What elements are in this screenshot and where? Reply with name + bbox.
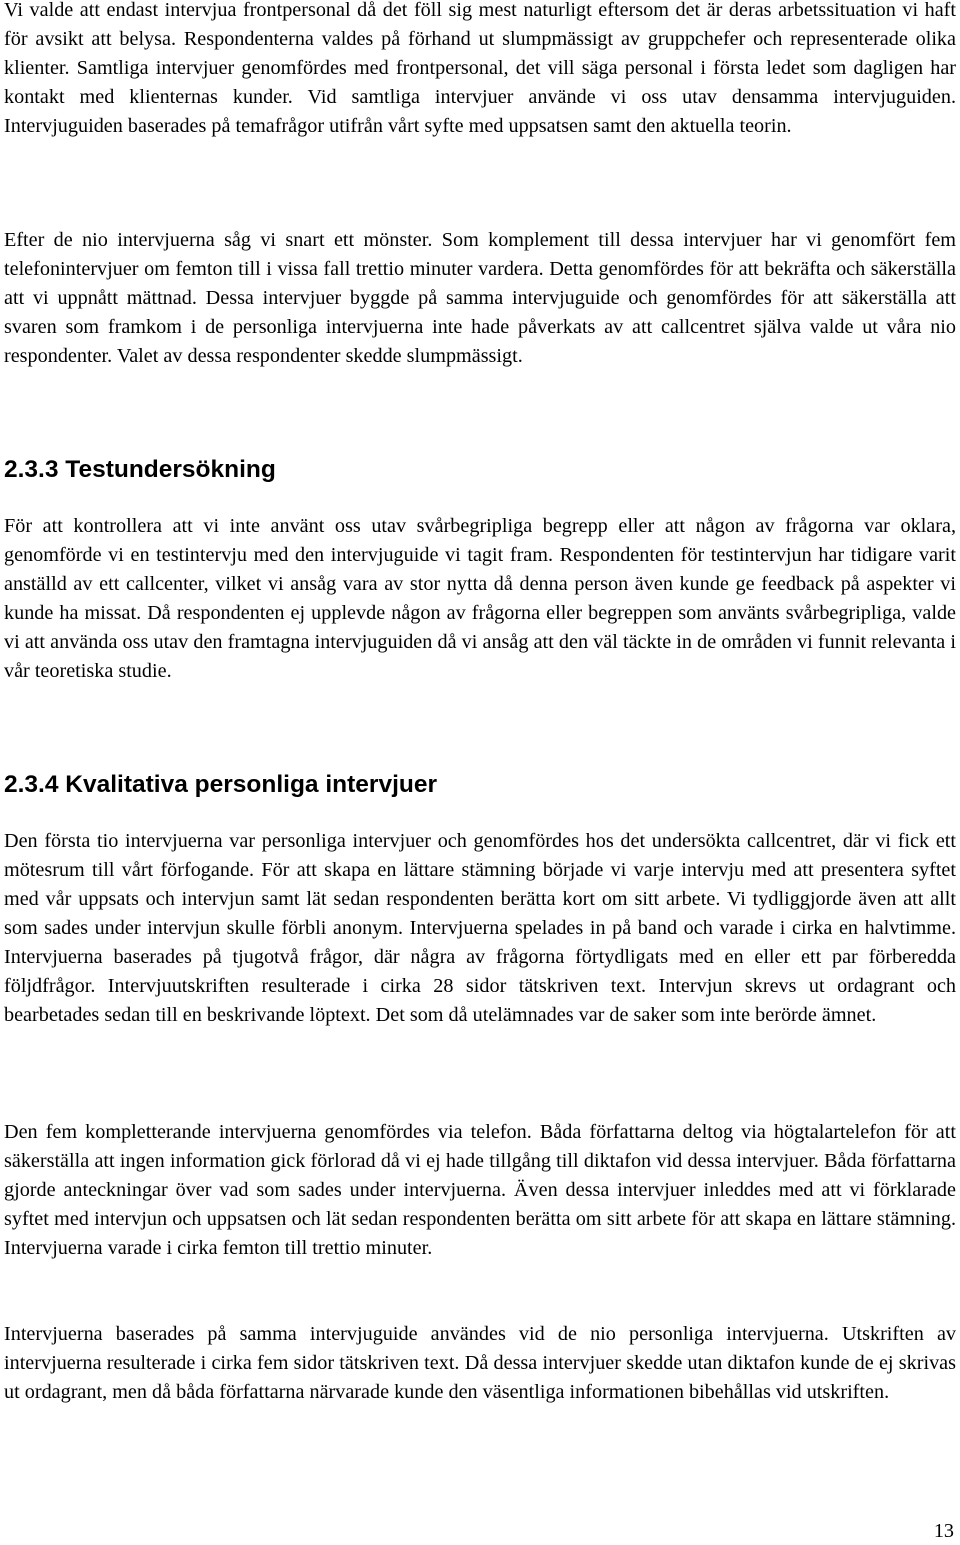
page-number: 13 [933,1520,954,1542]
section-heading-test-study: 2.3.3 Testundersökning [4,456,276,483]
paragraph-interview-transcripts: Intervjuerna baserades på samma intervjuguide användes vid de nio personliga intervjuerna. Utskriften av intervjuerna resulterade i cirka fem sidor tätskriven text. Då dessa intervjuer skedde utan diktafon kunde de ej skrivas ut ordagrant, men då båda författarna närvarade kunde den väsentliga informationen bibehållas vid utskriften. [4,1323,956,1403]
paragraph-test-interview: För att kontrollera att vi inte använt oss utav svårbegripliga begrepp eller att någon av frågorna var oklara, genomförde vi en testintervju med den intervjuguide vi tagit fram. Respondenten för testintervjun har tidigare varit anställd av ett callcenter, vilket vi ansåg vara av stor nytta då denna person även kunde ge feedback på aspekter vi kunde ha missat. Då respondenten ej upplevde någon av frågorna eller begreppen som använts svårbegripliga, valde vi att använda oss utav den framtagna intervjuguiden då vi ansåg att den väl täckte in de områden vi funnit relevanta i vår teoretiska studie. [4,515,956,682]
paragraph-supplementary-interviews: Den fem kompletterande intervjuerna genomfördes via telefon. Båda författarna deltog via högtalartelefon för att säkerställa att ingen information gick förlorad då vi ej hade tillgång till diktafon vid dessa intervjuer. Båda författarna gjorde anteckningar över vad som sades under intervjuerna. Även dessa intervjuer inleddes med att vi förklarade syftet med intervjun och uppsatsen och lät sedan respondenten berätta om sitt arbete för att skapa en lättare stämning. Intervjuerna varade i cirka femton till trettio minuter. [4,1121,956,1259]
section-heading-qualitative-interviews: 2.3.4 Kvalitativa personliga intervjuer [4,771,438,798]
paragraph-interview-selection: Vi valde att endast intervjua frontpersonal då det föll sig mest naturligt eftersom det är deras arbetssituation vi haft för avsikt att belysa. Respondenterna valdes på förhand ut slumpmässigt av gruppchefer och representerade olika klienter. Samtliga intervjuer genomfördes med frontpersonal, det vill säga personal i första ledet som dagligen har kontakt med klienternas kunder. Vid samtliga intervjuer använde vi oss utav densamma intervjuguiden. Intervjuguiden baserades på temafrågor utifrån vårt syfte med uppsatsen samt den aktuella teorin. [4,0,956,137]
paragraph-phone-interviews: Efter de nio intervjuerna såg vi snart ett mönster. Som komplement till dessa intervjuer har vi genomfört fem telefonintervjuer om femton till i vissa fall trettio minuter vardera. Detta genomfördes för att bekräfta och säkerställa att vi uppnått mättnad. Dessa intervjuer byggde på samma intervjuguide och genomfördes för att säkerställa att svaren som framkom i de personliga intervjuerna inte hade påverkats av att callcentret själva valde ut våra nio respondenter. Valet av dessa respondenter skedde slumpmässigt. [4,229,956,367]
paragraph-personal-interviews: Den första tio intervjuerna var personliga intervjuer och genomfördes hos det undersökta callcentret, där vi fick ett mötesrum till vårt förfogande. För att skapa en lättare stämning började vi varje intervju med att presentera syftet med vår uppsats och intervjun samt lät sedan respondenten berätta kort om sitt arbete. Vi tydliggjorde även att allt som sades under intervjun skulle förbli anonym. Intervjuerna spelades in på band och varade i cirka en halvtimme. Intervjuerna baserades på tjugotvå frågor, där några av frågorna förtydligats med en eller ett par förberedda följdfrågor. Intervjuutskriften resulterade i cirka 28 sidor tätskriven text. Intervjun skrevs ut ordagrant och bearbetades sedan till en beskrivande löptext. Det som då utelämnades var de saker som inte berörde ämnet. [4,830,956,1026]
